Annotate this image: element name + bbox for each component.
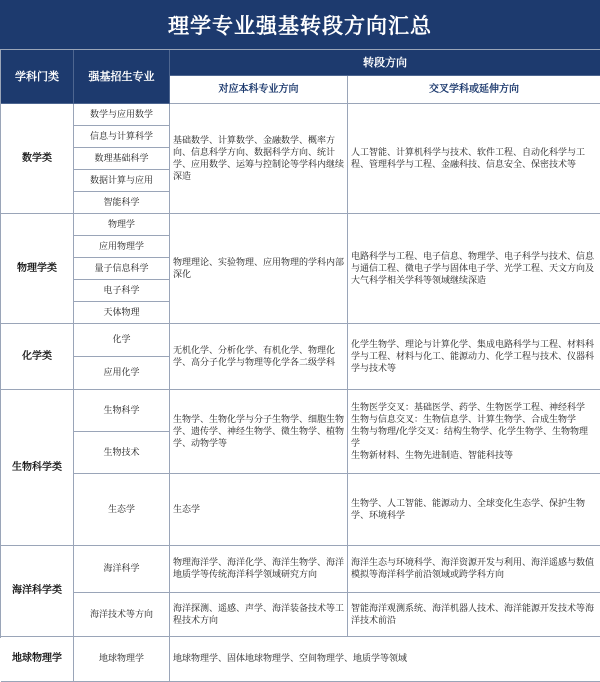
category-cell: 海洋科学类 — [1, 546, 74, 637]
undergrad-cell — [170, 546, 348, 593]
major-cell: 数据计算与应用 — [74, 170, 170, 192]
cross-cell — [348, 546, 600, 593]
cross-cell — [348, 104, 600, 214]
undergrad-text: 地球物理学、固体地球物理学、空间物理学、地质学等领域 — [173, 654, 408, 664]
undergrad-text: 物理海洋学、海洋化学、海洋生物学、海洋地质学等传统海洋科学领域研究方向 — [173, 558, 345, 580]
cross-cell — [348, 324, 600, 390]
undergrad-cell — [170, 324, 348, 390]
header-major: 强基招生专业 — [74, 50, 170, 104]
cross-cell — [348, 214, 600, 324]
major-cell: 海洋科学 — [74, 546, 170, 593]
major-cell: 应用化学 — [74, 357, 170, 390]
undergrad-text: 生物学、生物化学与分子生物学、细胞生物学、遗传学、神经生物学、微生物学、植物学、动物学等 — [173, 414, 345, 449]
major-cell: 生物科学 — [74, 390, 170, 432]
undergrad-cell — [170, 474, 348, 546]
undergrad-cell — [170, 593, 348, 637]
category-cell: 数学类 — [1, 104, 74, 214]
major-cell: 地球物理学 — [74, 637, 170, 682]
cross-cell — [348, 474, 600, 546]
header-category: 学科门类 — [1, 50, 74, 104]
page-title: 理学专业强基转段方向汇总 — [0, 0, 600, 49]
cross-text: 智能海洋观测系统、海洋机器人技术、海洋能源开发技术等海洋技术前沿 — [351, 603, 595, 626]
undergrad-text: 基础数学、计算数学、金融数学、概率方向、信息科学方向、数据科学方向、统计学、应用数学、运筹与控制论等学科内继续深造 — [173, 135, 345, 182]
category-cell: 化学类 — [1, 324, 74, 390]
cross-line: 生物医学交叉：基础医学、药学、生物医学工程、神经科学 — [351, 402, 586, 413]
major-cell: 智能科学 — [74, 192, 170, 214]
undergrad-cell — [170, 637, 600, 682]
header-direction: 转段方向 — [170, 50, 600, 76]
undergrad-text: 无机化学、分析化学、有机化学、物理化学、高分子化学与物理等化学各二级学科 — [173, 345, 336, 368]
undergrad-text: 海洋探测、遥感、声学、海洋装备技术等工程技术方向 — [173, 603, 345, 626]
major-cell: 电子科学 — [74, 280, 170, 302]
cross-line: 生物与信息交叉：生物信息学、计算生物学、合成生物学 — [351, 414, 577, 425]
major-cell: 生物技术 — [74, 432, 170, 474]
cross-text: 化学生物学、理论与计算化学、集成电路科学与工程、材料科学与工程、材料与化工、能源动力、化学工程与技术、仪器科学与技术等 — [351, 339, 595, 374]
category-cell: 地球物理学 — [1, 637, 74, 682]
major-cell: 应用物理学 — [74, 236, 170, 258]
cross-line: 生物与物理/化学交叉：结构生物学、化学生物学、生物物理学 — [351, 426, 589, 449]
major-cell: 量子信息科学 — [74, 258, 170, 280]
major-cell: 数理基础科学 — [74, 148, 170, 170]
major-cell: 化学 — [74, 324, 170, 357]
cross-cell — [348, 390, 600, 474]
cross-text: 电路科学与工程、电子信息、物理学、电子科学与技术、信息与通信工程、微电子学与固体电子学、光学工程、天文方向及大气科学相关学科等领域继续深造 — [351, 251, 595, 286]
undergrad-cell — [170, 390, 348, 474]
major-cell: 天体物理 — [74, 302, 170, 324]
major-cell: 海洋技术等方向 — [74, 593, 170, 637]
major-cell: 物理学 — [74, 214, 170, 236]
cross-text: 海洋生态与环境科学、海洋资源开发与利用、海洋遥感与数值模拟等海洋科学前沿领域或跨学科方向 — [351, 558, 595, 580]
major-cell: 生态学 — [74, 474, 170, 546]
undergrad-cell — [170, 104, 348, 214]
category-cell: 物理学类 — [1, 214, 74, 324]
undergrad-text: 生态学 — [173, 504, 201, 515]
category-cell: 生物科学类 — [1, 390, 74, 546]
header-cross: 交叉学科或延伸方向 — [348, 76, 600, 104]
cross-line: 生物新材料、生物先进制造、智能科技等 — [351, 450, 514, 461]
cross-lines — [351, 402, 597, 462]
cross-cell — [348, 593, 600, 637]
cross-text: 人工智能、计算机科学与技术、软件工程、自动化科学与工程、管理科学与工程、金融科技、信息安全、保密技术等 — [351, 147, 586, 170]
undergrad-cell — [170, 214, 348, 324]
major-cell: 数学与应用数学 — [74, 104, 170, 126]
undergrad-text: 物理理论、实验物理、应用物理的学科内部深化 — [173, 257, 345, 280]
major-cell: 信息与计算科学 — [74, 126, 170, 148]
header-undergrad: 对应本科专业方向 — [170, 76, 348, 104]
summary-table — [0, 49, 600, 664]
cross-text: 生物学、人工智能、能源动力、全球变化生态学、保护生物学、环境科学 — [351, 498, 586, 521]
